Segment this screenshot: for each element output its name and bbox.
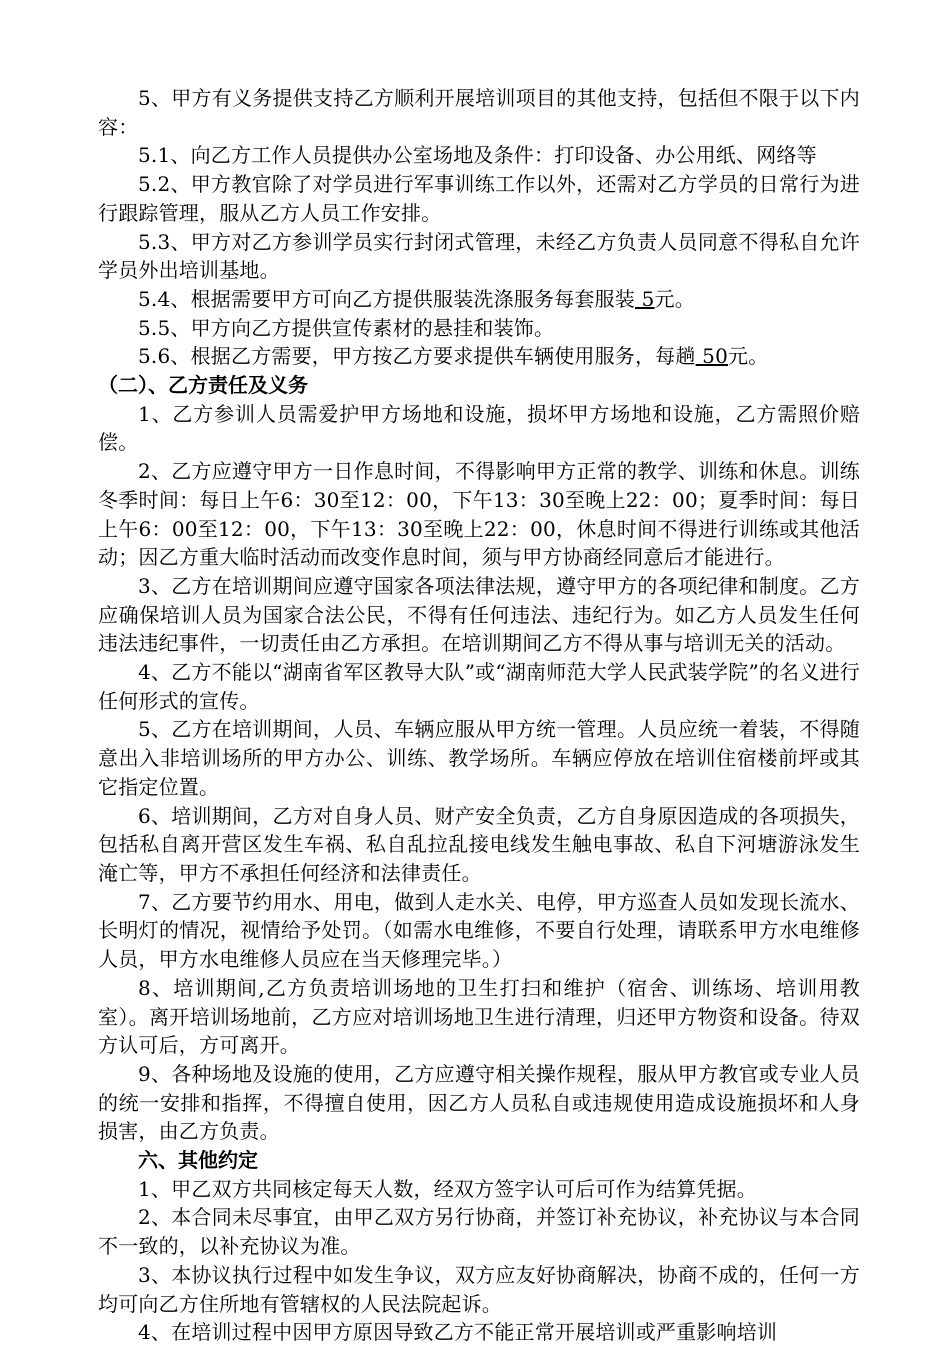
party-b-item-3: 3、乙方在培训期间应遵守国家各项法律法规，遵守甲方的各项纪律和制度。乙方应确保培训人员为国家合法公民，不得有任何违法、违纪行为。如乙方人员发生任何违法违纪事件，一切责任由乙方承担。在培训期间乙方不得从事与培训无关的活动。	[98, 573, 860, 656]
paragraph-5: 5、甲方有义务提供支持乙方顺利开展培训项目的其他支持，包括但不限于以下内容：	[98, 86, 860, 139]
laundry-price-value: 5	[635, 286, 655, 311]
paragraph-5-4-unit: 元。	[654, 286, 695, 311]
party-b-item-4: 4、乙方不能以“湖南省军区教导大队”或“湖南师范大学人民武装学院”的名义进行任何形式的宣传。	[98, 660, 860, 713]
paragraph-5-4	[98, 285, 860, 314]
paragraph-5-3: 5.3、甲方对乙方参训学员实行封闭式管理，未经乙方负责人员同意不得私自允许学员外出培训基地。	[98, 229, 860, 283]
other-item-2: 2、本合同未尽事宜，由甲乙双方另行协商，并签订补充协议，补充协议与本合同不一致的，以补充协议为准。	[98, 1205, 860, 1259]
other-item-4: 4、在培训过程中因甲方原因导致乙方不能正常开展培训或严重影响培训	[138, 1320, 778, 1345]
party-b-item-7: 7、乙方要节约用水、用电，做到人走水关、电停，甲方巡查人员如发现长流水、长明灯的情况，视情给予处罚。（如需水电维修，不要自行处理，请联系甲方水电维修人员，甲方水电维修人员应在当天修理完毕。）	[98, 889, 860, 972]
party-b-item-6: 6、培训期间，乙方对自身人员、财产安全负责，乙方自身原因造成的各项损失，包括私自离开营区发生车祸、私自乱拉乱接电线发生触电事故、私自下河塘游泳发生淹亡等，甲方不承担任何经济和法律责任。	[98, 803, 860, 885]
paragraph-5-5: 5.5、甲方向乙方提供宣传素材的悬挂和装饰。	[138, 315, 555, 340]
party-b-item-9: 9、各种场地及设施的使用，乙方应遵守相关操作规程，服从甲方教官或专业人员的统一安排和指挥，不得擅自使用，因乙方人员私自或违规使用造成设施损坏和人身损害，由乙方负责。	[98, 1061, 860, 1144]
other-item-1: 1、甲乙双方共同核定每天人数，经双方签字认可后可作为结算凭据。	[138, 1176, 757, 1201]
party-b-item-5: 5、乙方在培训期间，人员、车辆应服从甲方统一管理。人员应统一着装，不得随意出入非培训场所的甲方办公、训练、教学场所。车辆应停放在培训住宿楼前坪或其它指定位置。	[98, 717, 860, 799]
paragraph-5-6	[98, 342, 860, 371]
paragraph-5-6-text: 5.6、根据乙方需要，甲方按乙方要求提供车辆使用服务，每趟	[138, 344, 696, 369]
paragraph-5-6-unit: 元。	[728, 344, 769, 369]
paragraph-5-2: 5.2、甲方教官除了对学员进行军事训练工作以外，还需对乙方学员的日常行为进行跟踪管理，服从乙方人员工作安排。	[98, 172, 860, 225]
party-b-item-2: 2、乙方应遵守甲方一日作息时间，不得影响甲方正常的教学、训练和休息。训练冬季时间：每日上午6：30至12：00，下午13：30至晚上22：00；夏季时间：每日上午6：00至12：00，下午13：30至晚上22：00，休息时间不得进行训练或其他活动；因乙方重大临时活动而改变作息时间，须与甲方协商经同意后才能进行。	[98, 459, 860, 570]
vehicle-price-value: 50	[695, 344, 729, 369]
section-heading-party-b: （二）、乙方责任及义务	[98, 373, 308, 398]
paragraph-5-1: 5.1、向乙方工作人员提供办公室场地及条件：打印设备、办公用纸、网络等	[138, 143, 817, 168]
party-b-item-8: 8、培训期间,乙方负责培训场地的卫生打扫和维护（宿舍、训练场、培训用教室）。离开培训场地前，乙方应对培训场地卫生进行清理，归还甲方物资和设备。待双方认可后，方可离开。	[98, 975, 860, 1058]
other-item-3: 3、本协议执行过程中如发生争议，双方应友好协商解决，协商不成的，任何一方均可向乙方住所地有管辖权的人民法院起诉。	[98, 1262, 860, 1316]
section-heading-other: 六、其他约定	[138, 1148, 258, 1173]
party-b-item-1: 1、乙方参训人员需爱护甲方场地和设施，损坏甲方场地和设施，乙方需照价赔偿。	[98, 401, 860, 455]
paragraph-5-4-text: 5.4、根据需要甲方可向乙方提供服装洗涤服务每套服装	[138, 286, 636, 311]
